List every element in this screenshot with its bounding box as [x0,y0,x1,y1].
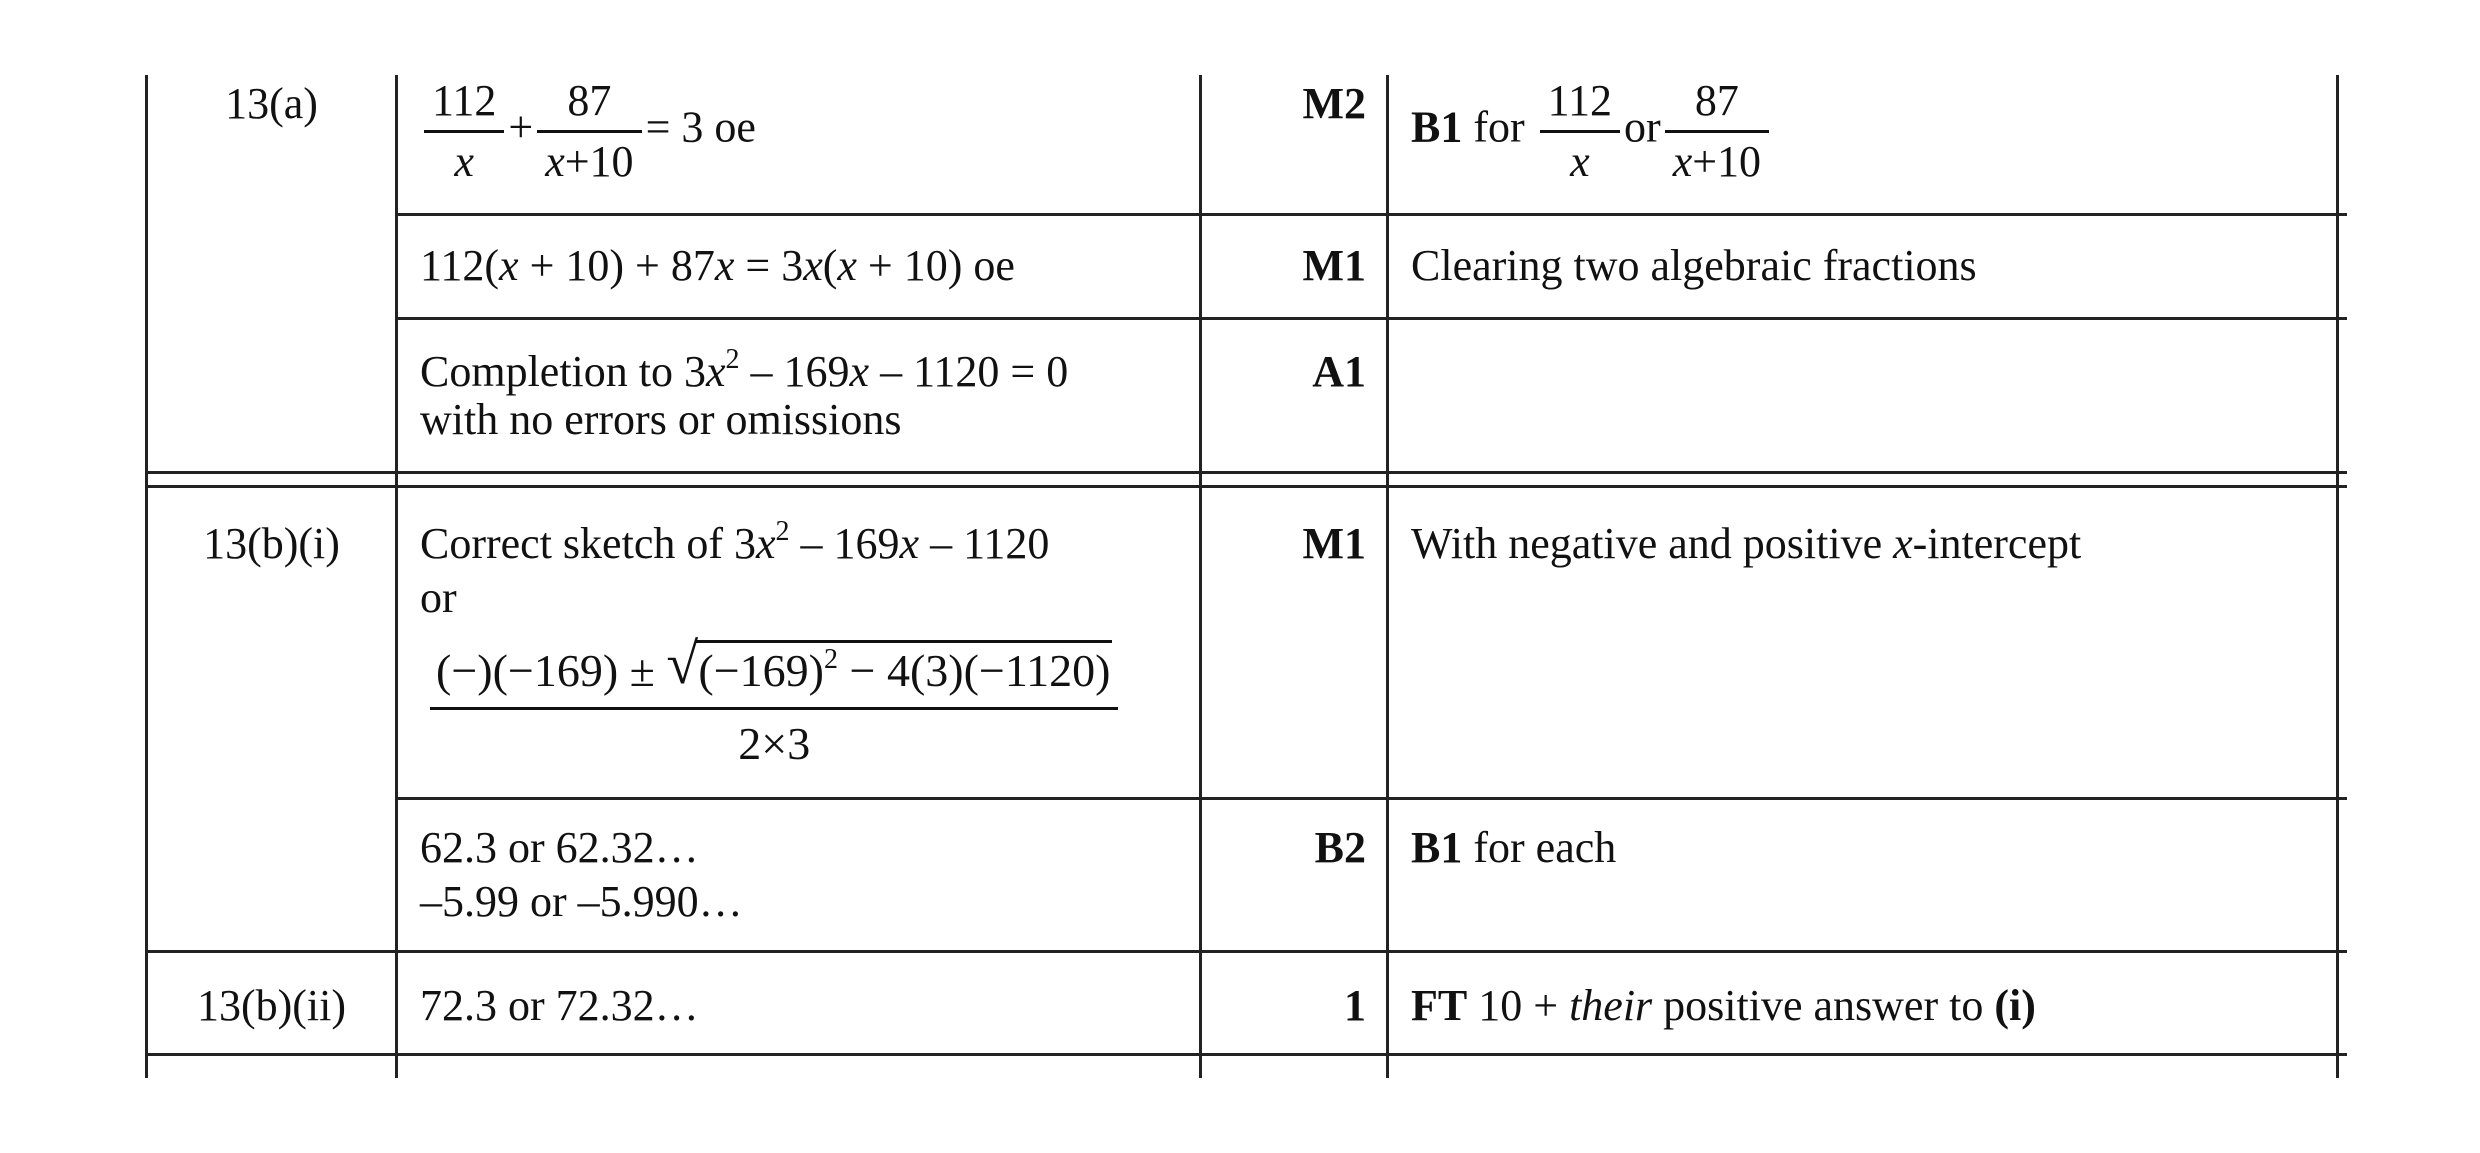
mark-value: M1 [1302,519,1366,568]
guidance-cell: With negative and positive x-intercept [1411,519,2082,568]
answer-cell: Completion to $3x^2 - 169x - 1120 = 0$ with no errors or omissions [420,344,1069,444]
guidance-cell: B1 for each [1411,823,1617,872]
question-number: 13(a) [225,79,318,128]
guidance-cell: Clearing two algebraic fractions [1411,241,1977,290]
column-border [395,75,398,1078]
mark-value: M2 [1302,79,1366,128]
answer-cell: Correct sketch of $3x^2 - 169x - 1120$ or [420,516,1050,622]
fraction: $\frac{112}{x}$ [1540,76,1620,187]
row-divider [145,1053,2347,1056]
guidance-cell: B1 for $\frac{112}{x}$ or $\frac{87}{x+10}$ [1411,76,1773,187]
mark-value: M1 [1302,241,1366,290]
fraction: $\frac{87}{x+10}$ [537,76,641,187]
column-border [1386,75,1389,1078]
column-border [1199,75,1202,1078]
answer-cell: 112(x + 10) + 87x = 3x(x + 10) oe [420,241,1015,290]
answer-cell: $\frac{112}{x}$ + $\frac{87}{x+10}$ = 3 oe [420,76,756,187]
column-border [145,75,148,1078]
row-divider [397,213,2347,216]
question-number: 13(b)(ii) [196,981,347,1030]
mark-value: B2 [1314,823,1366,872]
column-border [2336,75,2339,1078]
square-root: √ $(-169)^2 - 4(3)(-1120)$ [666,640,1112,699]
quadratic-formula: (−)(−169) ± √ $(-169)^2 - 4(3)(-1120)$ 2×3 [430,640,1118,770]
guidance-cell: FT 10 + their positive answer to (i) [1411,981,2036,1030]
row-divider [397,317,2347,320]
question-number: 13(b)(i) [203,519,340,568]
fraction: $\frac{112}{x}$ [424,76,504,187]
answer-cell: 72.3 or 72.32… [420,981,699,1030]
section-divider [145,485,2347,488]
mark-value: 1 [1344,981,1366,1030]
section-divider [145,471,2347,474]
row-divider [145,950,2347,953]
fraction: $\frac{87}{x+10}$ [1665,76,1769,187]
answer-cell: 62.3 or 62.32… –5.99 or –5.990… [420,823,743,926]
mark-value: A1 [1312,347,1366,396]
row-divider [397,797,2347,800]
